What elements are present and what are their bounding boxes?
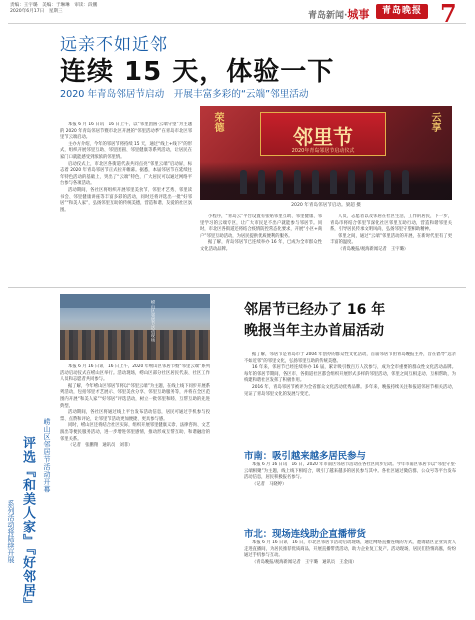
byline: （青岛晚报/观海新闻记者 王宇璐 通讯员 王金雨） — [252, 559, 357, 565]
photo-crowd — [60, 330, 210, 360]
right-story-title-line-1: 邻居节已经办了 16 年 — [244, 302, 386, 318]
shinan-subheading: 市南：吸引越来越多居民参与 — [244, 451, 366, 462]
left-story-headline: 评选『和美人家』『好邻居』 — [20, 436, 35, 612]
paragraph: 据了解，邻居节是青岛市于 2004 年创办的群众性文化活动，首届邻居节由青岛晚报主办，旨在倡导“远亲不如近邻”的邻里文化，弘扬邻里互助的传统美德。 — [244, 352, 456, 364]
editor-line: 责编：王宇璐 美编：于琳琳 审读：段鹏 — [10, 3, 98, 8]
person-figure — [402, 170, 409, 194]
byline: （记者 马晓婷） — [252, 481, 287, 487]
person-figure — [312, 170, 319, 194]
paragraph: 小程序，“青岛云”平台设置有张贴邻里互助、邻里健康、邻里学习的云端专区，让广大市民足不出户就能参与邻居节。同时，市北区各街道还将结合疫情防控常态化要求，开展“小区+商户”邻里互助活动，为居民提供优质便利的服务。 — [200, 214, 322, 239]
paragraph: 启动仪式上，市北区各街道代表共同点亮“邻里云端”启动屏，标志着 2020 年青岛邻居节正式拉开帷幕。据悉，本届邻居节在延续往年特色活动的基础上，突出了“云端”特色，广大居民可以通过网络平台参与各项活动。 — [60, 161, 192, 187]
person-figure — [330, 170, 337, 194]
paragraph: 本报 6 月 16 日讯 16 日上午，2020 年崂山区邻居节暨“邻里云端”系列活动启动仪式在崂山区举行。活动现场，崂山区部分社区居民代表、社区工作人员和志愿者共同参与。 — [60, 364, 210, 383]
person-figure — [294, 170, 301, 194]
brand-prefix: 青岛新闻· — [308, 11, 348, 21]
byline: （记者 张鹏翔 通讯员 刘菲） — [68, 443, 133, 449]
paragraph: 16 年来，邻居节已经连续举办 16 届，累计吸引数百万人次参与，成为全市重要的群众性文化活动品牌。每年的邻居节期间，各区市、各街道社区都会组织开展形式多样的邻里活动，邻里之间互相走动、互相帮助，为构建和谐社区发挥了积极作用。 — [244, 365, 456, 384]
photo-banner-text: 邻里节 — [293, 125, 353, 149]
masthead — [8, 0, 466, 28]
brand-section: 城事 — [347, 8, 370, 21]
paragraph: 同时，崂山区还将结合社区实际，组织开展邻里健康义诊、法律咨询、文艺演出等便民服务活动，进一步增进邻里感情，推动形成互帮互助、和谐融洽的邻里关系。 — [60, 423, 210, 442]
paragraph: 据了解，青岛邻居节已连续举办 16 年，已成为全市群众性文化活动品牌。 — [200, 240, 322, 252]
paragraph: 人员、志愿者以及邻居在社区生活，工作的居民，下一步，青岛市将结合邻里节深化社区邻里互助行动，营造和谐邻里关系，引导居民传承文明风尚，弘扬邻里守望相助精神。 — [330, 214, 452, 233]
paragraph: 本报 6 月 16 日讯 16 日，2020 年市南区邻居节活动在各社区同步启动。今年市南区邻居节以“邻里守望·云端相聚”为主题，线上线下相结合，吸引了越来越多的居民参与其中。各社区通过微信群、公众号等平台发布活动信息，居民积极报名参与。 — [244, 462, 456, 481]
section-brand — [308, 6, 369, 22]
page-number: 7 — [440, 0, 457, 28]
left-story-kicker: 崂山区邻居节活动开幕 — [43, 418, 51, 493]
photo-people — [200, 162, 452, 200]
right-story-body — [244, 352, 456, 444]
photo-side-left-text: 荣德 — [212, 112, 223, 132]
paragraph: 活动期间，各社区将组织开展邻里美食节、邻里才艺秀、邻里读书会、邻里健康讲座等丰富多彩的活动，同时还将评选出一批“好邻居”“和美人家”，弘扬邻里互助的传统美德，营造和谐、友爱的社区氛围。 — [60, 187, 192, 213]
person-figure — [276, 170, 283, 194]
date-line: 2020年6月17日 星期三 — [10, 9, 63, 14]
launch-ceremony-photo — [200, 106, 452, 200]
paragraph: 本报 6 月 16 日讯 16 日，市北区邻居节活动启动现场，通过网络直播连线的方式，邀请辖区企业负责人走进直播间，为居民推荐优质商品，开展直播带货活动，助力企业复工复产。活动现场，居民们热情高涨，纷纷通过手机参与互动。 — [244, 540, 456, 559]
section-divider — [8, 287, 466, 288]
person-figure — [258, 170, 265, 194]
left-story-body — [60, 364, 210, 586]
person-figure — [348, 170, 355, 194]
paragraph: 活动期间，各社区将通过线上平台发布活动信息，居民可通过手机参与投票、点赞和评论，让邻里节活动更加便捷、更具参与感。 — [60, 410, 210, 422]
article-subhead: 2020 年青岛邻居节启动 开展丰富多彩的“云端”邻里活动 — [60, 89, 309, 100]
editor-credits — [10, 3, 120, 15]
paragraph: 本报 6 月 16 日讯 16 日上午，以“邻里团圆·云端守望”为主题的 2020 年青岛邻居节暨市北区开展的“邻里活动季”在青岛市北区邻里节云端启动。 — [60, 122, 192, 141]
photo-banner-subtext: 2020年青岛邻居节启动仪式 — [291, 148, 355, 154]
paragraph: 据了解，今年崂山区邻居节将以“邻里云端”为主题，在线上线下同步开展系列活动，包括邻里才艺展示、邻里美食分享、邻里互助服务等，并将在全区范围内开展“和美人家”“好邻居”评选活动，树立一批邻里和睦、互帮互助的先进典型。 — [60, 383, 210, 409]
paragraph: 邻里之间，通过“云端”邻里活动的开展，在新时代里有了更丰富的温度。 — [330, 233, 452, 246]
paragraph: 主办方介绍，今年的邻居节将持续 15 天，通过“线上+线下”的形式，组织开展邻里互助、邻里团圆、邻里健康等系列活动，让居民在家门口就能感受到浓浓的邻里情。 — [60, 141, 192, 160]
person-figure — [384, 170, 391, 194]
shinan-body — [244, 462, 456, 522]
article-headline: 连续 15 天，体验一下 — [60, 57, 335, 87]
photo-banner — [260, 112, 386, 156]
byline: （青岛晚报/观海新闻记者 王宇璐） — [338, 246, 409, 252]
left-story-subhead: 系列活动将陆续开展 — [7, 500, 15, 563]
right-story-title-line-2: 晚报当年主办首届活动 — [244, 323, 384, 339]
photo-side-right-text: 云享 — [429, 112, 440, 132]
article-column-3 — [330, 214, 452, 284]
shibei-body — [244, 540, 456, 606]
article-column-2 — [200, 214, 322, 284]
photo-caption: 2020 年青岛邻居节启动。梁超 摄 — [291, 203, 361, 208]
paragraph: 2016 年，青岛邻居节被评为全省群众文化活动优秀品牌。多年来，晚报持续关注和报道邻居节相关活动，见证了青岛邻里文化的发展与变迁。 — [244, 384, 456, 397]
laoshan-event-photo — [60, 294, 210, 360]
article-column-1 — [60, 122, 192, 280]
left-photo-caption: 崂山区邻居节活动现场 — [151, 300, 156, 342]
shibei-subheading: 市北：现场连线助企直播带货 — [244, 529, 366, 540]
person-figure — [366, 170, 373, 194]
newspaper-logo: 青岛晚报 — [376, 4, 428, 19]
person-figure — [240, 170, 247, 194]
article-kicker: 远亲不如近邻 — [60, 35, 168, 55]
photo-stage-roof — [60, 294, 210, 308]
